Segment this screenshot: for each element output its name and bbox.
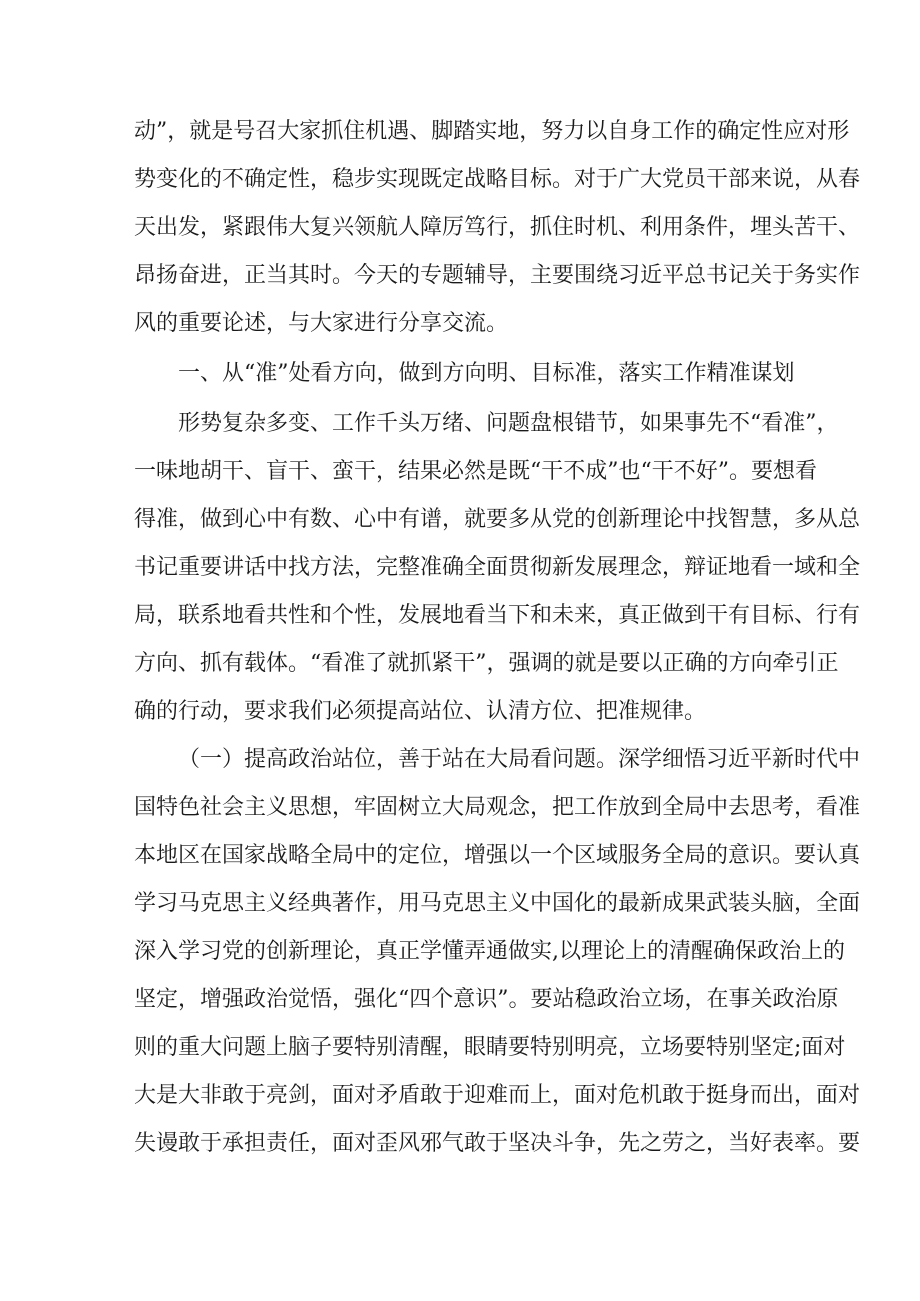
paragraph-line: 天出发，紧跟伟大复兴领航人障厉笃行，抓住时机、利用条件，埋头苦干、 — [134, 215, 861, 240]
paragraph-line: 局，联系地看共性和个性，发展地看当下和未来，真正做到干有目标、行有 — [134, 603, 861, 628]
paragraph-line: 坚定，增强政治觉悟，强化“四个意识”。要站稳政治立场，在事关政治原 — [134, 987, 839, 1012]
paragraph-line: 学习马克思主义经典著作，用马克思主义中国化的最新成果武装头脑，全面 — [134, 891, 861, 916]
paragraph-line: 方向、抓有载体。“看准了就抓紧干”，强调的就是要以正确的方向牵引正 — [134, 651, 839, 676]
paragraph-line: 势变化的不确定性，稳步实现既定战略目标。对于广大党员干部来说，从春 — [134, 167, 861, 192]
paragraph-line: 昂扬奋进，正当其时。今天的专题辅导，主要围绕习近平总书记关于务实作 — [134, 263, 861, 288]
paragraph-line: 确的行动，要求我们必须提高站位、认清方位、把准规律。 — [134, 699, 707, 724]
paragraph-line: 动”，就是号召大家抓住机遇、脚踏实地，努力以自身工作的确定性应对形 — [134, 119, 850, 144]
section-heading: 一、从“准”处看方向，做到方向明、目标准，落实工作精准谋划 — [178, 361, 795, 386]
paragraph-line: 失谩敢于承担责任，面对歪风邪气敢于坚决斗争，先之劳之，当好表率。要 — [134, 1131, 861, 1156]
paragraph-line: 则的重大问题上脑子要特别清醒，眼睛要特别明亮，立场要特别坚定;面对 — [134, 1035, 846, 1060]
paragraph-line: 得准，做到心中有数、心中有谱，就要多从党的创新理论中找智慧，多从总 — [134, 507, 861, 532]
paragraph-line: 形势复杂多变、工作千头万绪、问题盘根错节，如果事先不“看准”， — [178, 411, 839, 436]
subsection-paragraph-line: （一）提高政治站位，善于站在大局看问题。深学细悟习近平新时代中 — [178, 747, 861, 772]
paragraph-line: 国特色社会主义思想，牢固树立大局观念，把工作放到全局中去思考，看准 — [134, 795, 861, 820]
paragraph-line: 风的重要论述，与大家进行分享交流。 — [134, 311, 509, 336]
paragraph-line: 大是大非敢于亮剑，面对矛盾敢于迎难而上，面对危机敢于挺身而出，面对 — [134, 1083, 861, 1108]
paragraph-line: 深入学习党的创新理论，真正学懂弄通做实,以理论上的清醒确保政治上的 — [134, 939, 845, 964]
paragraph-line: 书记重要讲话中找方法，完整准确全面贯彻新发展理念，辩证地看一域和全 — [134, 555, 861, 580]
paragraph-line: 一味地胡干、盲干、蛮干，结果必然是既“干不成”也“干不好”。要想看 — [134, 459, 817, 484]
paragraph-line: 本地区在国家战略全局中的定位，增强以一个区域服务全局的意识。要认真 — [134, 843, 861, 868]
